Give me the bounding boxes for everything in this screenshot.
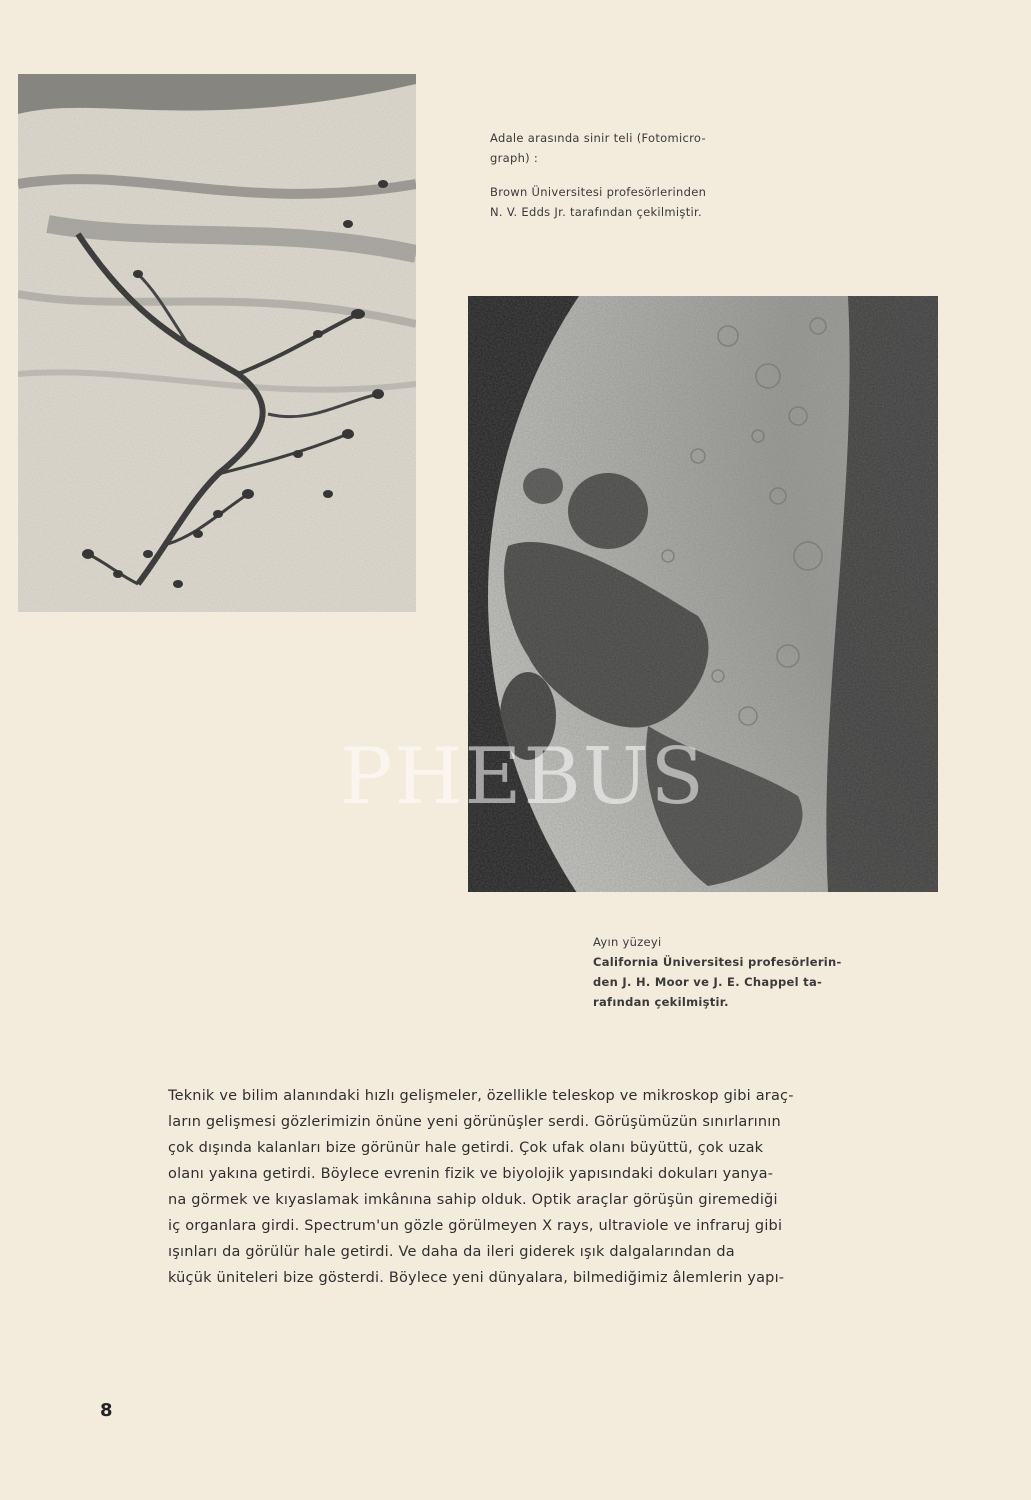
body-line: ların gelişmesi gözlerimizin önüne yeni görünüşler serdi. Görüşümüzün sınırlarının: [168, 1114, 781, 1130]
moon-credit-line: rafından çekilmiştir.: [593, 995, 729, 1009]
body-line: ışınları da görülür hale getirdi. Ve daha da ileri giderek ışık dalgalarından da: [168, 1244, 735, 1260]
page-number: 8: [100, 1400, 113, 1421]
nerve-figure-caption: [490, 128, 748, 222]
body-line: çok dışında kalanları bize görünür hale getirdi. Çok ufak olanı büyüttü, çok uzak: [168, 1140, 764, 1156]
nerve-caption-line: graph) :: [490, 151, 539, 165]
moon-credit-line: den J. H. Moor ve J. E. Chappel ta-: [593, 975, 823, 989]
nerve-fiber-micrograph: [18, 74, 416, 612]
body-paragraph: [168, 1083, 858, 1291]
nerve-credit-line: Brown Üniversitesi profesörlerinden: [490, 185, 707, 199]
body-line: küçük üniteleri bize gösterdi. Böylece yeni dünyalara, bilmediğimiz âlemlerin yapı-: [168, 1270, 785, 1286]
nerve-credit-line: N. V. Edds Jr. tarafından çekilmiştir.: [490, 205, 702, 219]
body-line: Teknik ve bilim alanındaki hızlı gelişmeler, özellikle teleskop ve mikroskop gibi araç-: [168, 1088, 794, 1104]
moon-figure-caption: [593, 932, 851, 1012]
body-line: olanı yakına getirdi. Böylece evrenin fizik ve biyolojik yapısındaki dokuları yanya-: [168, 1166, 774, 1182]
nerve-fiber-image: [18, 74, 416, 612]
body-line: iç organlara girdi. Spectrum'un gözle görülmeyen X rays, ultraviole ve infraruj gibi: [168, 1218, 783, 1234]
moon-caption-title: Ayın yüzeyi: [593, 935, 662, 949]
watermark: PHEBUS: [340, 732, 706, 822]
body-line: na görmek ve kıyaslamak imkânına sahip olduk. Optik araçlar görüşün giremediği: [168, 1192, 778, 1208]
nerve-caption-line: Adale arasında sinir teli (Fotomicro-: [490, 131, 706, 145]
moon-credit-line: California Üniversitesi profesörlerin-: [593, 955, 842, 969]
